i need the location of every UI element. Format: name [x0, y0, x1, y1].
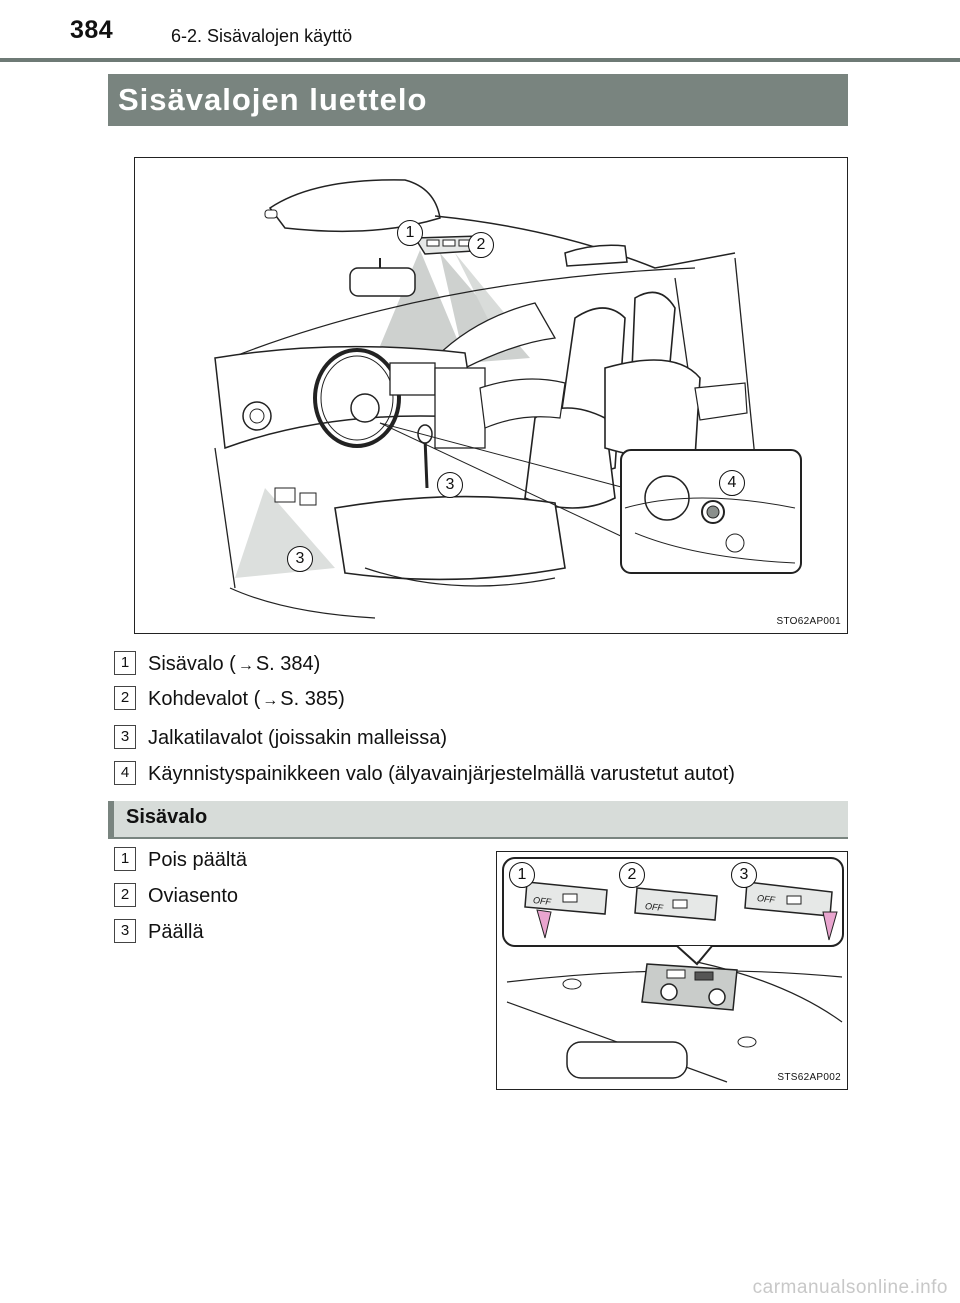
callout-4: 4	[719, 470, 745, 496]
item-text: Jalkatilavalot (joissakin malleissa)	[148, 727, 447, 749]
callout-2: 2	[468, 232, 494, 258]
list-item	[114, 650, 320, 678]
callout-3: 3	[731, 862, 757, 888]
list-item	[114, 918, 204, 946]
figure-code: STO62AP001	[776, 616, 841, 627]
reference-arrow: →	[237, 657, 254, 674]
figure-code: STS62AP002	[777, 1072, 841, 1083]
reference-arrow: →	[262, 692, 279, 709]
switch-illustration	[497, 852, 848, 1090]
item-number: 2	[114, 883, 136, 907]
watermark: carmanualsonline.info	[752, 1277, 948, 1298]
item-text: Käynnistyspainikkeen valo (älyavainjärjestelmällä varustetut autot)	[148, 763, 735, 785]
switch-label-off: OFF	[532, 895, 552, 907]
item-number: 1	[114, 847, 136, 871]
callout-3-floor: 3	[287, 546, 313, 572]
item-number: 3	[114, 725, 136, 749]
callout-1: 1	[509, 862, 535, 888]
subheading-rule	[108, 837, 848, 839]
page-reference-link[interactable]: S. 385)	[280, 688, 345, 710]
callout-2: 2	[619, 862, 645, 888]
item-text: Kohdevalot (	[148, 688, 261, 710]
light-switch-figure	[496, 851, 848, 1090]
item-text: Oviasento	[148, 885, 239, 907]
item-text: Sisävalo (	[148, 653, 236, 675]
list-item	[114, 846, 247, 874]
list-item	[114, 685, 345, 713]
header-rule	[0, 58, 960, 62]
car-interior-illustration	[135, 158, 848, 634]
section-title: Sisävalojen luettelo	[108, 74, 848, 126]
page-reference-link[interactable]: S. 384)	[255, 653, 321, 675]
list-item	[114, 760, 735, 788]
switch-label-off: OFF	[644, 901, 664, 913]
section-path: 6-2. Sisävalojen käyttö	[171, 26, 353, 46]
page-number: 384	[70, 16, 114, 44]
item-number: 1	[114, 651, 136, 675]
item-number: 4	[114, 761, 136, 785]
switch-label-off: OFF	[756, 893, 776, 905]
item-number: 3	[114, 919, 136, 943]
list-item	[114, 724, 447, 752]
item-number: 2	[114, 686, 136, 710]
subheading: Sisävalo	[108, 801, 848, 837]
list-item	[114, 882, 238, 910]
interior-lights-figure	[134, 157, 848, 634]
callout-1: 1	[397, 220, 423, 246]
item-text: Päällä	[148, 921, 204, 943]
item-text: Pois päältä	[148, 849, 247, 871]
callout-3-seat: 3	[437, 472, 463, 498]
